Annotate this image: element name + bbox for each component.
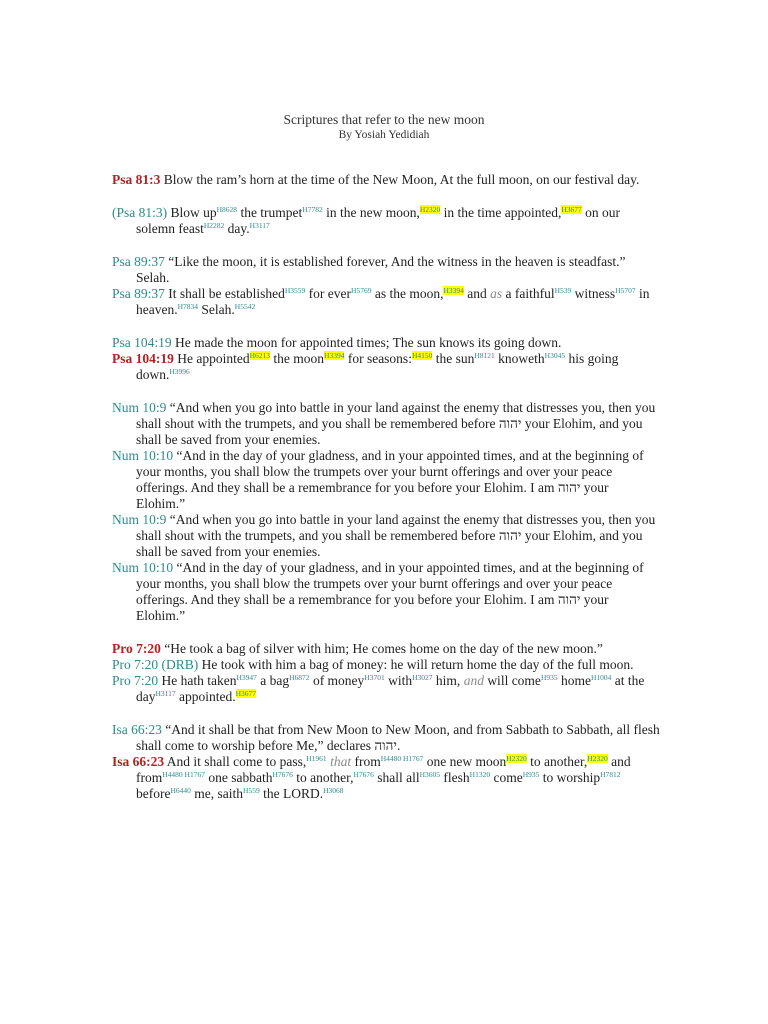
verse-text: Blow up (167, 205, 217, 220)
verse-text: before (136, 786, 171, 801)
strongs-number: H4480 H1767 (380, 754, 424, 763)
verse-text: at the day (136, 673, 645, 704)
verse-text: the trumpet (237, 205, 303, 220)
italic-word: as (490, 286, 503, 301)
verse-text: to worship (539, 770, 601, 785)
verse-text: day. (224, 221, 250, 236)
strongs-number: H3117 (249, 221, 270, 230)
verse-text: “And in the day of your gladness, and in your appointed times, and at the beginning of your months, you shall blow the trumpets over your burnt offerings and over your peace offerings. And they shall be a remembrance for you before your Elohim. I am יהוה your Elohim.” (136, 448, 644, 511)
verse-text: one new moon (423, 754, 507, 769)
strongs-number: H3068 (323, 786, 344, 795)
scripture-paragraph (112, 754, 660, 802)
verse-reference: Pro 7:20 (112, 673, 159, 688)
scripture-paragraph (112, 512, 660, 560)
verse-text: him, (432, 673, 464, 688)
verse-text: a bag (256, 673, 290, 688)
strongs-number-highlighted: H2320 (587, 754, 608, 763)
strongs-number-highlighted: H6213 (249, 351, 271, 360)
italic-word: that (330, 754, 352, 769)
verse-text: “He took a bag of silver with him; He comes home on the day of the new moon.” (160, 641, 603, 656)
strongs-number: H5542 (234, 302, 256, 311)
scripture-paragraph (112, 641, 660, 657)
strongs-number: H7812 (600, 770, 621, 779)
verse-reference: Pro 7:20 (112, 641, 161, 656)
verse-reference: Psa 104:19 (112, 335, 172, 350)
scripture-paragraph (112, 560, 660, 624)
strongs-number-highlighted: H3394 (443, 286, 464, 295)
scripture-paragraph (112, 673, 660, 705)
scripture-paragraph (112, 254, 660, 286)
verse-text: in heaven. (136, 286, 650, 317)
strongs-number: H2282 (203, 221, 225, 230)
scripture-paragraph (112, 448, 660, 512)
strongs-number: H7782 (302, 205, 323, 214)
strongs-number: H6440 (170, 786, 191, 795)
italic-word: and (463, 673, 484, 688)
strongs-number-highlighted: H3677 (235, 689, 257, 698)
verse-reference: Num 10:9 (112, 512, 167, 527)
strongs-number: H8121 (474, 351, 495, 360)
verse-text: the LORD. (259, 786, 324, 801)
verse-text: He took with him a bag of money: he will return home the day of the full moon. (198, 657, 634, 672)
strongs-number: H1320 (469, 770, 491, 779)
verse-text: “And in the day of your gladness, and in your appointed times, and at the beginning of your months, you shall blow the trumpets over your burnt offerings and over your peace offerings. And they shall be a remembrance for you before your Elohim. I am יהוה your Elohim.” (136, 560, 644, 623)
document-author: By Yosiah Yedidiah (338, 129, 430, 141)
verse-text: in the new moon, (322, 205, 420, 220)
verse-text: “And when you go into battle in your land against the enemy that distresses you, then you shall shout with the trumpets, and you shall be remembered before יהוה your Elohim, and you shall be saved from your enemies. (136, 400, 656, 447)
verse-reference: Psa 89:37 (112, 254, 165, 269)
verse-text: knoweth (494, 351, 545, 366)
verse-text: home (557, 673, 591, 688)
strongs-number: H3996 (169, 367, 190, 376)
verse-reference: (Psa 81:3) (112, 205, 168, 220)
strongs-number: H935 (540, 673, 558, 682)
verse-text: Selah. (198, 302, 235, 317)
verse-text: to another, (292, 770, 354, 785)
strongs-number: H3947 (236, 673, 257, 682)
verse-text: “And when you go into battle in your land against the enemy that distresses you, then you shall shout with the trumpets, and you shall be remembered before יהוה your Elohim, and you shall be saved from your enemies. (136, 512, 656, 559)
verse-text: the moon (270, 351, 325, 366)
verse-text: It shall be established (164, 286, 285, 301)
verse-text: appointed. (175, 689, 236, 704)
verse-text: witness (571, 286, 616, 301)
verse-text: for seasons: (344, 351, 412, 366)
strongs-number: H7676 (353, 770, 374, 779)
verse-text: and from (136, 754, 631, 785)
verse-text: his going down. (136, 351, 619, 382)
verse-reference: Psa 104:19 (112, 351, 174, 366)
strongs-number: H8628 (216, 205, 238, 214)
scripture-paragraph (112, 335, 660, 351)
verse-text: a faithful (502, 286, 555, 301)
verse-reference: Isa 66:23 (112, 754, 165, 769)
strongs-number: H7834 (177, 302, 199, 311)
verse-reference: Pro 7:20 (DRB) (112, 657, 199, 672)
verse-reference: Num 10:10 (112, 448, 174, 463)
verse-text: flesh (440, 770, 470, 785)
strongs-number: H3605 (419, 770, 441, 779)
verse-text: come (490, 770, 523, 785)
verse-reference: Psa 89:37 (112, 286, 165, 301)
scripture-paragraph (112, 286, 660, 318)
verse-text: to another, (526, 754, 588, 769)
document-title: Scriptures that refer to the new moon (283, 112, 485, 127)
verse-text: will come (483, 673, 541, 688)
verse-text: with (384, 673, 413, 688)
verse-text: He made the moon for appointed times; The sun knows its going down. (171, 335, 562, 350)
scripture-paragraph (112, 657, 660, 673)
verse-text: from (351, 754, 381, 769)
verse-text: in the time appointed, (440, 205, 562, 220)
verse-text: and (463, 286, 491, 301)
strongs-number: H4480 H1767 (162, 770, 205, 779)
strongs-number: H3027 (412, 673, 433, 682)
strongs-number: H539 (554, 286, 572, 295)
strongs-number: H3701 (364, 673, 385, 682)
strongs-number: H3045 (544, 351, 566, 360)
scripture-paragraph (112, 351, 660, 383)
strongs-number: H7676 (272, 770, 293, 779)
strongs-number: H3117 (155, 689, 176, 698)
scripture-paragraph (112, 205, 660, 237)
strongs-number-highlighted: H2320 (506, 754, 527, 763)
verse-text: “And it shall be that from New Moon to New Moon, and from Sabbath to Sabbath, all flesh shall come to worship before Me,” declares יהוה. (136, 722, 660, 753)
verse-text: Blow the ram’s horn at the time of the New Moon, At the full moon, on our festival day. (160, 172, 640, 187)
strongs-number: H5707 (615, 286, 636, 295)
verse-text: me, saith (190, 786, 244, 801)
verse-text: of money (309, 673, 365, 688)
verse-text: on our solemn feast (136, 205, 621, 236)
verse-reference: Psa 81:3 (112, 172, 161, 187)
scripture-paragraph (112, 400, 660, 448)
verse-text: He hath taken (158, 673, 237, 688)
verse-text: one sabbath (204, 770, 273, 785)
strongs-number: H1004 (590, 673, 612, 682)
verse-text: He appointed (173, 351, 250, 366)
strongs-number-highlighted: H3677 (561, 205, 582, 214)
strongs-number: H3559 (284, 286, 306, 295)
verse-reference: Isa 66:23 (112, 722, 162, 737)
strongs-number-highlighted: H3394 (324, 351, 345, 360)
verse-text: shall all (373, 770, 420, 785)
strongs-number: H559 (243, 786, 260, 795)
verse-text: the sun (432, 351, 475, 366)
scripture-paragraph (112, 722, 660, 754)
verse-text: as the moon, (371, 286, 444, 301)
scripture-list (112, 172, 660, 802)
verse-reference: Num 10:10 (112, 560, 174, 575)
strongs-number: H6872 (289, 673, 310, 682)
strongs-number: H5769 (351, 286, 372, 295)
strongs-number: H935 (522, 770, 540, 779)
verse-reference: Num 10:9 (112, 400, 167, 415)
scripture-paragraph (112, 172, 660, 188)
strongs-number: H1961 (306, 754, 327, 763)
strongs-number-highlighted: H4150 (411, 351, 433, 360)
verse-text: And it shall come to pass, (164, 754, 307, 769)
verse-text: “Like the moon, it is established forever, And the witness in the heaven is steadfast.” Selah. (136, 254, 626, 285)
verse-text: for ever (305, 286, 352, 301)
strongs-number-highlighted: H2320 (419, 205, 441, 214)
